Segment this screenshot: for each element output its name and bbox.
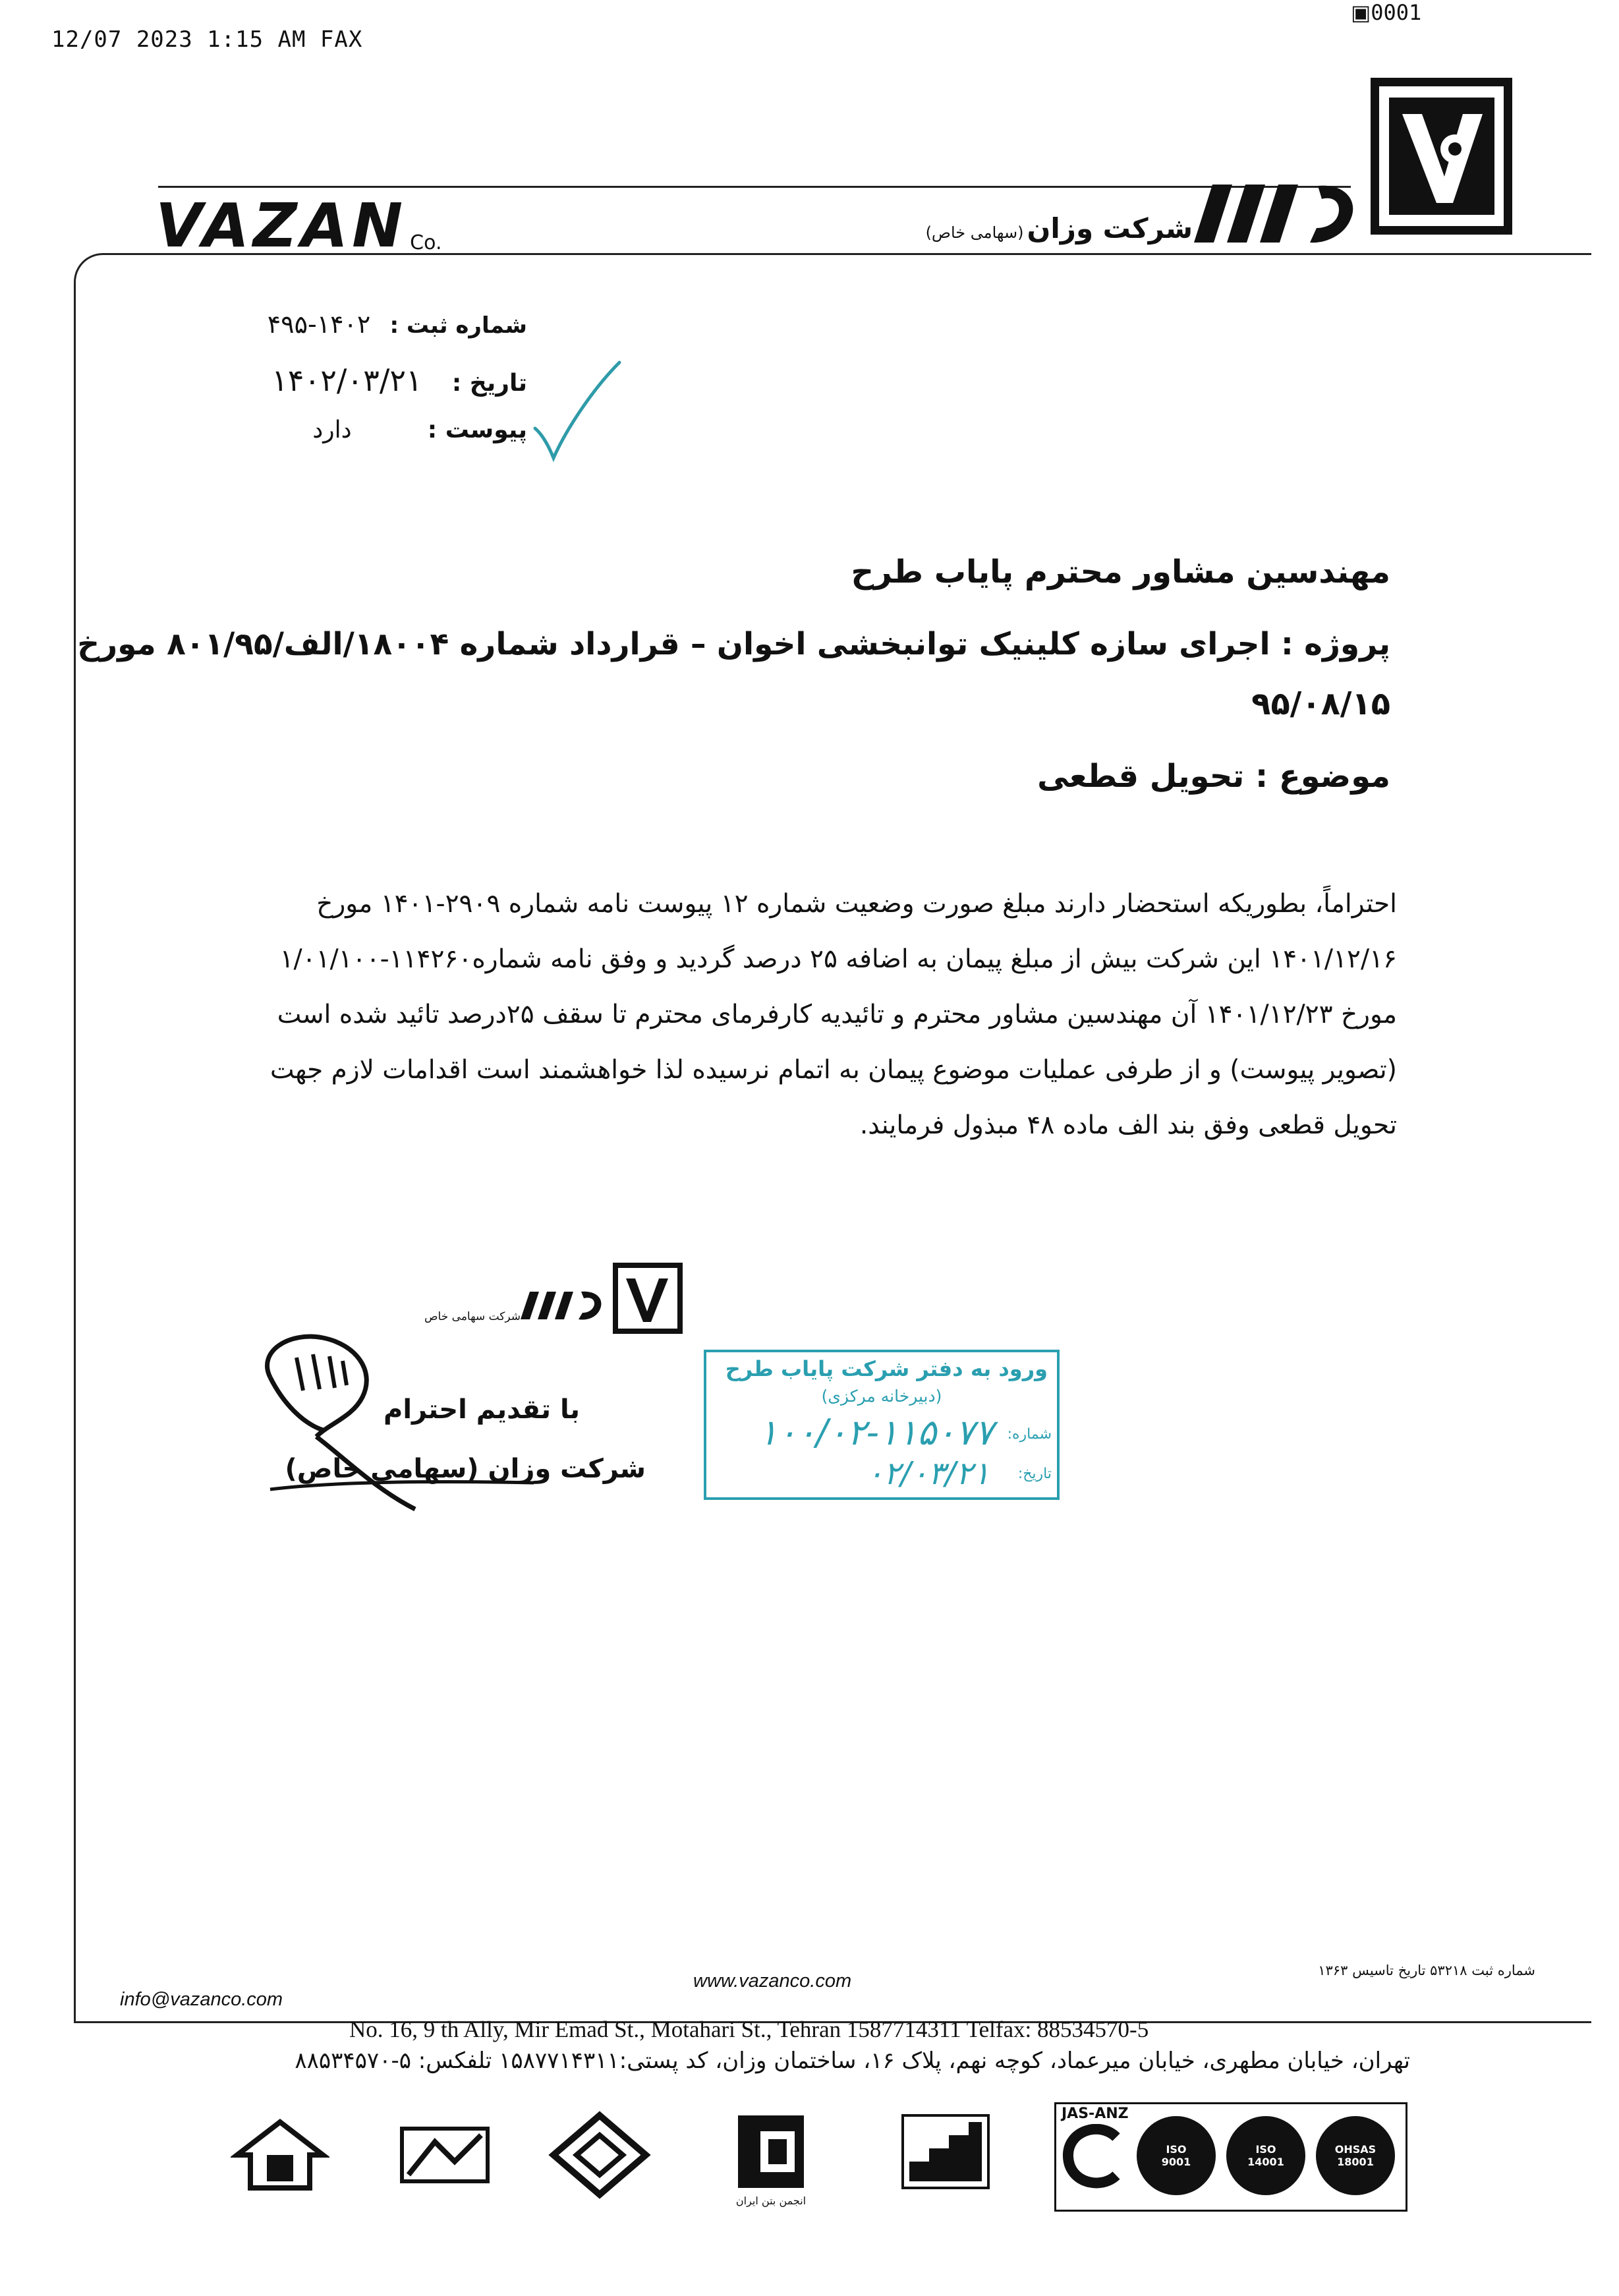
date-row [217,362,527,416]
footer-address-en: No. 16, 9 th Ally, Mir Emad St., Motahari St., Tehran 1587714311 Telfax: 88534570-5 [349,2017,1149,2042]
subject-line: موضوع : تحویل قطعی [1037,758,1390,795]
association-logo-3-icon [547,2109,652,2201]
jas-anz-icon [1060,2124,1133,2190]
vazan-persian-logo-icon [1186,177,1364,250]
receipt-stamp-date-label: تاریخ: [1017,1466,1052,1482]
association-logo-2-icon [395,2115,494,2195]
footer-address-fa: تهران، خیابان مطهری، خیابان میرعماد، کوچه نهم، پلاک ۱۶، ساختمان وزان، کد پستی:۱۵۸۷۷۱۴۳۱۱ تلفکس: ۵-۸۸۵۳۴۵۷۰ [295,2048,1410,2074]
date-label: تاریخ : [451,370,527,397]
body-line: احتراماً، بطوریکه استحضار دارند مبلغ صورت وضعیت شماره ۱۲ پیوست نامه شماره ۲۹۰۹-۱۴۰۱ مورخ [316,889,1397,919]
fax-header: 12/07 2023 1:15 AM FAX [51,26,363,53]
vazan-persian-logo [1186,177,1364,250]
concrete-association-label: انجمن بتن ایران [735,2195,807,2207]
project-line-1: پروژه : اجرای سازه کلینیک توانبخشی اخوان – قرارداد شماره ۱۸۰۰۴/الف/۸۰۱/۹۵ مورخ [77,626,1390,662]
check-mark-icon [521,356,633,468]
signature-closing: با تقدیم احترام [383,1394,580,1425]
attach-label: پیوست : [427,416,527,444]
body-line: تحویل قطعی وفق بند الف ماده ۴۸ مبذول فرمایند. [859,1110,1397,1140]
project-line-2: ۹۵/۰۸/۱۵ [1251,685,1390,722]
company-persian-type: (سهامی خاص) [925,223,1024,242]
company-logo-box [1371,78,1512,235]
footer-website[interactable]: www.vazanco.com [693,1970,852,1992]
ohsas-18001-text: OHSAS 18001 [1334,2143,1377,2168]
date-value: ۱۴۰۲/۰۳/۲۱ [271,362,422,398]
fax-page-icon: ▣ [1351,0,1371,25]
body-line: (تصویر پیوست) و از طرفی عملیات موضوع پیمان به اتمام نرسیده لذا خواهشمند است اقدامات لازم جهت [270,1055,1397,1085]
iso-9001-text: ISO 9001 [1161,2143,1191,2168]
company-persian-name-block [909,212,1193,252]
footer-logos [217,2102,1404,2221]
recipient-line: مهندسین مشاور محترم پایاب طرح [851,554,1390,590]
signature-company: شرکت وزان (سهامی خاص) [285,1454,646,1484]
letter-body [211,876,1397,1153]
vazan-latin-logo [156,190,442,261]
vazan-logo-text: VAZAN [156,190,407,261]
footer-email[interactable]: info@vazanco.com [120,1989,283,2010]
certification-block [1054,2102,1407,2212]
iso-9001-badge [1137,2116,1216,2195]
meta-block [217,310,527,469]
body-line: مورخ ۱۴۰۱/۱۲/۲۳ آن مهندسین مشاور محترم و تائیدیه کارفرمای محترم تا سقف ۲۵درصد تائید شده است [277,1000,1397,1029]
receipt-stamp-number-value: ۱۰۰/۰۲-۱۱۵۰۷۷ [758,1412,994,1453]
receipt-stamp-date-value: ۰۲/۰۳/۲۱ [866,1455,990,1492]
signature-stamp-company-text: شرکت سهامی خاص [424,1310,521,1323]
company-persian-name: شرکت وزان [1027,212,1193,244]
concrete-association-logo-icon [731,2109,810,2195]
body-line: ۱۴۰۱/۱۲/۱۶ این شرکت بیش از مبلغ پیمان به اضافه ۲۵ درصد گردید و وفق نامه شماره۱۱۴۲۶۰-۱/۰۱/۱۰۰ [279,944,1397,974]
iso-14001-badge [1226,2116,1305,2195]
association-logo-5-icon [896,2109,995,2195]
vazan-logo-suffix: Co. [410,231,442,254]
fax-page-number: ▣0001 [1351,0,1422,25]
header-rule [158,186,1351,188]
iso-14001-text: ISO 14001 [1247,2143,1284,2168]
receipt-stamp-number-label: شماره: [1007,1426,1052,1443]
reg-value: ۱۴۰۲-۴۹۵ [267,310,371,339]
receipt-stamp [704,1350,1060,1500]
attach-value: دارد [312,416,352,444]
receipt-stamp-subtitle: (دبیرخانه مرکزی) [821,1387,942,1406]
jas-anz-label: JAS-ANZ [1062,2106,1129,2122]
ohsas-18001-badge [1316,2116,1395,2195]
receipt-stamp-title: ورود به دفتر شرکت پایاب طرح [725,1356,1048,1381]
footer-registration: شماره ثبت ۵۳۲۱۸ تاریخ تاسیس ۱۳۶۳ [1318,1963,1535,1978]
company-logo-icon [1371,78,1512,235]
attach-row [217,416,527,469]
reg-row [217,310,527,362]
reg-label: شماره ثبت : [389,312,527,339]
association-logo-1-icon [231,2115,329,2201]
